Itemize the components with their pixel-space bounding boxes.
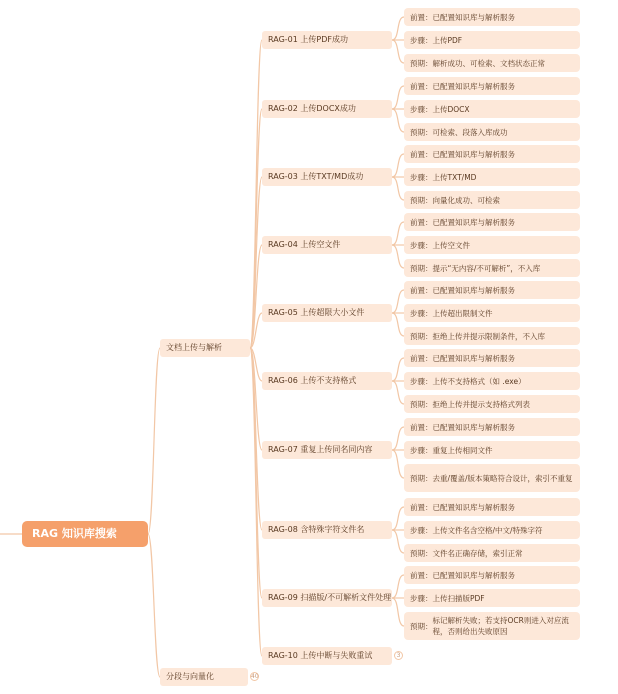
- step-prefix: 步骤：: [410, 445, 433, 455]
- pre-prefix: 前置：: [410, 570, 433, 580]
- case-pre-text: 已配置知识库与解析服务: [432, 570, 515, 580]
- case-step-node[interactable]: [404, 304, 580, 322]
- category-label: 分段与向量化: [166, 672, 214, 681]
- case-step-text: 上传TXT/MD: [432, 172, 477, 182]
- step-prefix: 步骤：: [410, 525, 433, 535]
- pre-prefix: 前置：: [410, 12, 433, 22]
- case-step-text: 上传文件名含空格/中文/特殊字符: [432, 525, 543, 535]
- connector-line: [392, 290, 404, 313]
- category-label: 文档上传与解析: [166, 343, 222, 352]
- step-prefix: 步骤：: [410, 308, 433, 318]
- test-case-node[interactable]: [262, 304, 392, 322]
- case-pre-node[interactable]: [404, 8, 580, 26]
- connector-line: [392, 575, 404, 598]
- case-pre-node[interactable]: [404, 145, 580, 163]
- case-expect-text: 文件名正确存储，索引正常: [432, 548, 523, 558]
- case-pre-text: 已配置知识库与解析服务: [432, 353, 515, 363]
- test-case-title: RAG-02 上传DOCX成功: [268, 104, 356, 113]
- expect-prefix: 预期：: [410, 58, 433, 68]
- test-case-node[interactable]: [262, 441, 392, 459]
- step-prefix: 步骤：: [410, 240, 433, 250]
- case-step-node[interactable]: [404, 521, 580, 539]
- case-step-node[interactable]: [404, 100, 580, 118]
- expect-prefix: 预期：: [410, 331, 433, 341]
- pre-prefix: 前置：: [410, 422, 433, 432]
- connector-line: [148, 348, 160, 534]
- root-label: RAG 知识库搜索: [32, 527, 117, 540]
- test-case-title: RAG-04 上传空文件: [268, 240, 341, 249]
- test-case-title: RAG-09 扫描版/不可解析文件处理: [268, 593, 392, 602]
- collapse-count-badge[interactable]: 40: [251, 673, 259, 680]
- connector-line: [392, 450, 404, 478]
- case-step-text: 上传超出限制文件: [432, 308, 493, 318]
- test-case-title: RAG-01 上传PDF成功: [268, 35, 348, 44]
- case-pre-node[interactable]: [404, 77, 580, 95]
- expect-prefix: 预期：: [410, 548, 433, 558]
- test-case-title: RAG-03 上传TXT/MD成功: [268, 172, 364, 181]
- case-step-text: 上传扫描版PDF: [432, 593, 485, 603]
- case-pre-text: 已配置知识库与解析服务: [432, 502, 515, 512]
- case-pre-text: 已配置知识库与解析服务: [432, 81, 515, 91]
- test-case-node[interactable]: [262, 100, 392, 118]
- case-pre-text: 已配置知识库与解析服务: [432, 422, 515, 432]
- step-prefix: 步骤：: [410, 172, 433, 182]
- connector-line: [392, 313, 404, 336]
- case-expect-text: 提示“无内容/不可解析”，不入库: [432, 263, 541, 273]
- test-case-title: RAG-07 重复上传同名同内容: [268, 445, 373, 454]
- test-case-node[interactable]: [262, 521, 392, 539]
- connector-line: [392, 17, 404, 40]
- case-step-node[interactable]: [404, 589, 580, 607]
- case-step-node[interactable]: [404, 372, 580, 390]
- connector-line: [392, 177, 404, 200]
- step-prefix: 步骤：: [410, 35, 433, 45]
- expect-prefix: 预期：: [410, 195, 433, 205]
- connector-line: [392, 530, 404, 553]
- category-node-segment-vector[interactable]: [160, 668, 248, 686]
- pre-prefix: 前置：: [410, 285, 433, 295]
- case-expect-text: 拒绝上传并提示限制条件，不入库: [432, 331, 545, 341]
- test-case-title: RAG-06 上传不支持格式: [268, 376, 357, 385]
- case-pre-text: 已配置知识库与解析服务: [432, 285, 515, 295]
- case-expect-text: 拒绝上传并提示支持格式列表: [432, 399, 530, 409]
- pre-prefix: 前置：: [410, 81, 433, 91]
- case-step-node[interactable]: [404, 236, 580, 254]
- expect-prefix: 预期：: [410, 621, 433, 631]
- connector-line: [392, 222, 404, 245]
- case-expect-text: 标记解析失败；若支持OCR则进入对应流程，否则给出失败原因: [432, 616, 569, 636]
- case-expect-text: 可检索、段落入库成功: [432, 127, 508, 137]
- test-case-node[interactable]: [262, 168, 392, 186]
- case-step-node[interactable]: [404, 31, 580, 49]
- expect-prefix: 预期：: [410, 263, 433, 273]
- case-step-text: 上传不支持格式（如 .exe）: [432, 376, 526, 386]
- category-node-doc-upload[interactable]: [160, 339, 250, 357]
- case-step-text: 上传DOCX: [432, 104, 470, 114]
- connector-line: [392, 154, 404, 177]
- case-pre-node[interactable]: [404, 281, 580, 299]
- case-expect-node[interactable]: [404, 395, 580, 413]
- case-expect-node[interactable]: [404, 612, 580, 640]
- case-expect-node[interactable]: [404, 191, 580, 209]
- test-case-node[interactable]: [262, 31, 392, 49]
- case-expect-node[interactable]: [404, 54, 580, 72]
- expect-prefix: 预期：: [410, 127, 433, 137]
- connector-line: [392, 598, 404, 626]
- step-prefix: 步骤：: [410, 593, 433, 603]
- case-step-text: 重复上传相同文件: [432, 445, 493, 455]
- case-expect-text: 向量化成功、可检索: [432, 195, 500, 205]
- test-case-node[interactable]: [262, 647, 392, 665]
- case-step-text: 上传空文件: [432, 240, 470, 250]
- test-case-title: RAG-05 上传超限大小文件: [268, 308, 365, 317]
- test-case-title: RAG-08 含特殊字符文件名: [268, 525, 365, 534]
- case-pre-text: 已配置知识库与解析服务: [432, 12, 515, 22]
- test-case-node[interactable]: [262, 589, 392, 607]
- case-pre-node[interactable]: [404, 418, 580, 436]
- case-pre-node[interactable]: [404, 213, 580, 231]
- connector-line: [392, 381, 404, 404]
- case-step-node[interactable]: [404, 168, 580, 186]
- pre-prefix: 前置：: [410, 149, 433, 159]
- connector-line: [250, 109, 262, 348]
- case-step-node[interactable]: [404, 441, 580, 459]
- expect-prefix: 预期：: [410, 473, 433, 483]
- case-expect-text: 去重/覆盖/版本策略符合设计，索引不重复: [432, 473, 573, 483]
- case-pre-node[interactable]: [404, 566, 580, 584]
- case-expect-text: 解析成功、可检索、文档状态正常: [432, 58, 545, 68]
- root-node[interactable]: [22, 521, 148, 547]
- connector-line: [392, 427, 404, 450]
- case-step-text: 上传PDF: [432, 35, 463, 45]
- pre-prefix: 前置：: [410, 502, 433, 512]
- case-pre-node[interactable]: [404, 498, 580, 516]
- test-case-node[interactable]: [262, 372, 392, 390]
- case-pre-text: 已配置知识库与解析服务: [432, 217, 515, 227]
- case-expect-node[interactable]: [404, 327, 580, 345]
- expect-prefix: 预期：: [410, 399, 433, 409]
- case-expect-node[interactable]: [404, 464, 580, 492]
- case-pre-node[interactable]: [404, 349, 580, 367]
- connector-line: [392, 245, 404, 268]
- connector-line: [392, 86, 404, 109]
- badge-count: 3: [396, 652, 401, 659]
- connector-line: [392, 40, 404, 63]
- case-expect-node[interactable]: [404, 544, 580, 562]
- test-case-title: RAG-10 上传中断与失败重试: [268, 651, 373, 660]
- collapse-count-badge[interactable]: [394, 651, 403, 660]
- connector-line: [392, 358, 404, 381]
- connector-line: [392, 109, 404, 132]
- pre-prefix: 前置：: [410, 217, 433, 227]
- step-prefix: 步骤：: [410, 376, 433, 386]
- case-pre-text: 已配置知识库与解析服务: [432, 149, 515, 159]
- pre-prefix: 前置：: [410, 353, 433, 363]
- connector-line: [148, 534, 160, 677]
- step-prefix: 步骤：: [410, 104, 433, 114]
- case-expect-node[interactable]: [404, 123, 580, 141]
- case-expect-node[interactable]: [404, 259, 580, 277]
- connector-line: [392, 507, 404, 530]
- test-case-node[interactable]: [262, 236, 392, 254]
